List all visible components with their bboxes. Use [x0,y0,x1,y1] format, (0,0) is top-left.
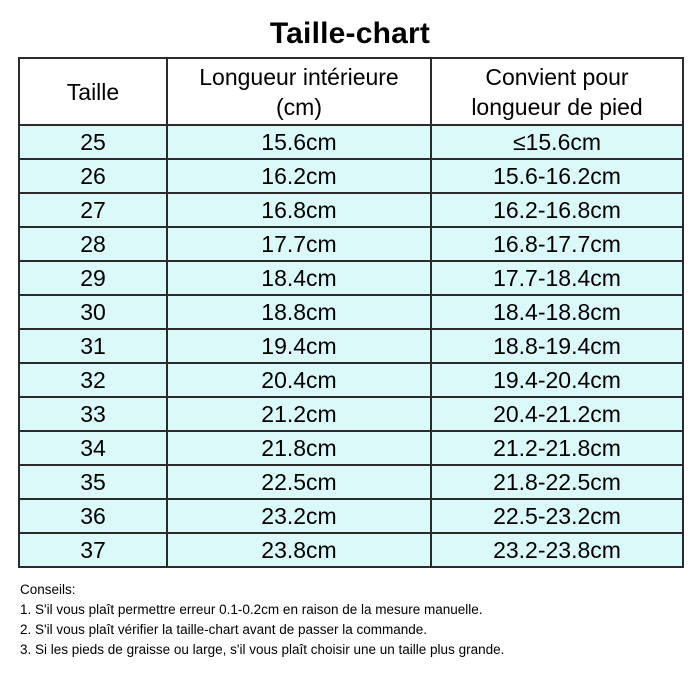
cell-foot-length: 16.8-17.7cm [431,227,683,261]
cell-size: 33 [19,397,167,431]
notes-heading: Conseils: [20,582,76,597]
table-row [19,397,683,431]
cell-inner-length: 16.8cm [167,193,431,227]
cell-size: 28 [19,227,167,261]
cell-foot-length: 21.8-22.5cm [431,465,683,499]
cell-foot-length: 16.2-16.8cm [431,193,683,227]
cell-size: 27 [19,193,167,227]
table-row [19,533,683,567]
cell-size: 35 [19,465,167,499]
table-row [19,363,683,397]
header-convient-pour [431,58,683,125]
table-row [19,295,683,329]
cell-inner-length: 23.8cm [167,533,431,567]
header-label: Convient pour longueur de pied [471,63,643,120]
table-row [19,227,683,261]
cell-foot-length: 17.7-18.4cm [431,261,683,295]
header-label: Taille [66,78,120,105]
cell-foot-length: 18.8-19.4cm [431,329,683,363]
cell-size: 26 [19,159,167,193]
cell-foot-length: ≤15.6cm [431,125,683,159]
table-header-row [19,58,683,125]
cell-inner-length: 18.4cm [167,261,431,295]
cell-inner-length: 22.5cm [167,465,431,499]
cell-size: 30 [19,295,167,329]
note-item: 1. S'il vous plaît permettre erreur 0.1-0.2cm en raison de la mesure manuelle. [20,602,483,617]
cell-inner-length: 21.2cm [167,397,431,431]
cell-foot-length: 22.5-23.2cm [431,499,683,533]
table-row [19,193,683,227]
cell-size: 36 [19,499,167,533]
header-label: Longueur intérieure (cm) [199,63,399,120]
cell-size: 32 [19,363,167,397]
note-item: 2. S'il vous plaît vérifier la taille-chart avant de passer la commande. [20,622,428,637]
header-taille [19,58,167,125]
table-row [19,431,683,465]
cell-size: 31 [19,329,167,363]
cell-size: 34 [19,431,167,465]
cell-foot-length: 23.2-23.8cm [431,533,683,567]
cell-foot-length: 20.4-21.2cm [431,397,683,431]
cell-inner-length: 23.2cm [167,499,431,533]
cell-foot-length: 21.2-21.8cm [431,431,683,465]
header-longueur-interieure [167,58,431,125]
cell-size: 37 [19,533,167,567]
page-title: Taille-chart [269,17,431,50]
table-row [19,465,683,499]
cell-foot-length: 19.4-20.4cm [431,363,683,397]
cell-size: 29 [19,261,167,295]
cell-foot-length: 15.6-16.2cm [431,159,683,193]
notes-section [20,580,680,660]
cell-size: 25 [19,125,167,159]
cell-foot-length: 18.4-18.8cm [431,295,683,329]
cell-inner-length: 15.6cm [167,125,431,159]
table-row [19,329,683,363]
cell-inner-length: 16.2cm [167,159,431,193]
cell-inner-length: 21.8cm [167,431,431,465]
cell-inner-length: 19.4cm [167,329,431,363]
note-item: 3. Si les pieds de graisse ou large, s'il vous plaît choisir une un taille plus grande. [20,642,505,657]
cell-inner-length: 17.7cm [167,227,431,261]
cell-inner-length: 18.8cm [167,295,431,329]
table-row [19,499,683,533]
table-row [19,261,683,295]
table-row [19,125,683,159]
table-row [19,159,683,193]
size-chart-table [18,57,684,568]
cell-inner-length: 20.4cm [167,363,431,397]
